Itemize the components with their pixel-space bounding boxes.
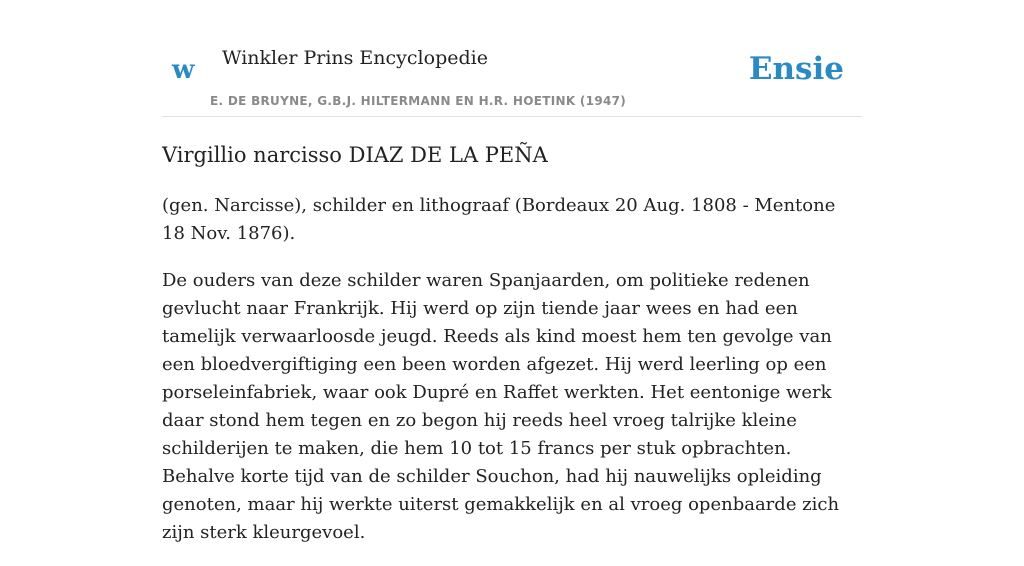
ensie-brand-logo[interactable]: Ensie	[748, 51, 844, 87]
entry-paragraph: (gen. Narcisse), schilder en lithograaf (Bordeaux 20 Aug. 1808 - Mentone 18 Nov. 1876).	[162, 195, 836, 244]
logo-w-icon[interactable]: w	[172, 55, 195, 85]
authors-byline: E. DE BRUYNE, G.B.J. HILTERMANN EN H.R. HOETINK (1947)	[210, 94, 627, 108]
entry-title: Virgillio narcisso DIAZ DE LA PEÑA	[162, 143, 548, 167]
entry-content	[162, 192, 862, 566]
entry-paragraph: De ouders van deze schilder waren Spanjaarden, om politieke redenen gevlucht naar Frankrijk. Hij werd op zijn tiende jaar wees en had een tamelijk verwaarloosde jeugd. Reeds als kind moest hem ten gevolge van een bloedvergiftiging een been worden afgezet. Hij werd leerling op een porseleinfabriek, waar ook Dupré en Raffet werkten. Het eentonige werk daar stond hem tegen en zo begon hij reeds heel vroeg talrijke kleine schilderijen te maken, die hem 10 tot 15 francs per stuk opbrachten. Behalve korte tijd van de schilder Souchon, had hij nauwelijks opleiding genoten, maar hij werkte uiterst gemakkelijk en al vroeg openbaarde zich zijn sterk kleurgevoel.	[162, 270, 840, 543]
site-header	[162, 0, 862, 117]
site-title-link[interactable]: Winkler Prins Encyclopedie	[222, 47, 488, 69]
